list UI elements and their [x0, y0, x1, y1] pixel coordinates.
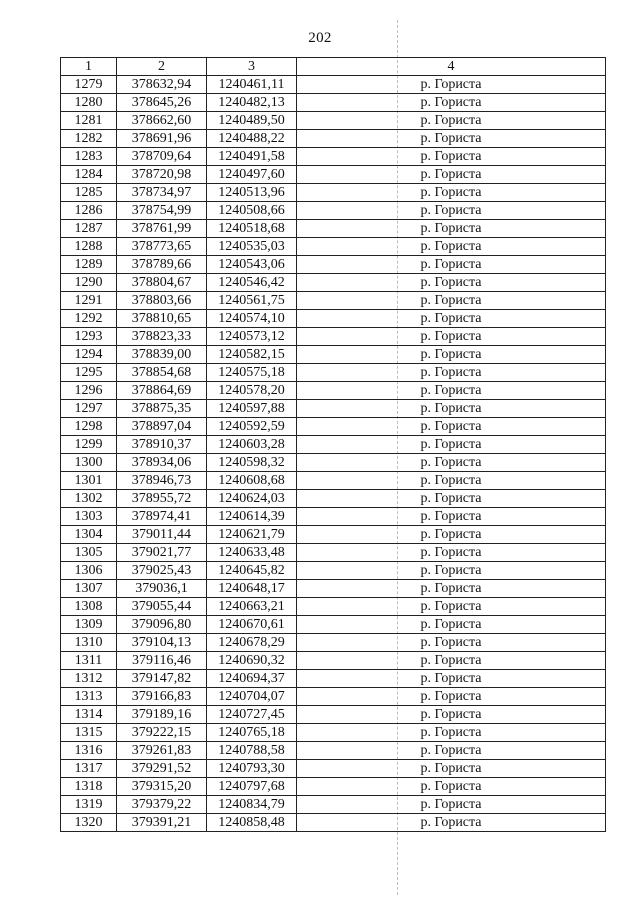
- table-row: [61, 814, 606, 832]
- header-col-4: 4: [297, 58, 606, 76]
- y-coordinate-cell: 1240858,48: [207, 814, 297, 832]
- table-row: [61, 688, 606, 706]
- x-coordinate-cell: 378803,66: [117, 292, 207, 310]
- x-coordinate-cell: 378645,26: [117, 94, 207, 112]
- object-name-cell: р. Гориста: [297, 220, 606, 238]
- object-name-cell: р. Гориста: [297, 454, 606, 472]
- object-name-cell: р. Гориста: [297, 472, 606, 490]
- x-coordinate-cell: 378761,99: [117, 220, 207, 238]
- y-coordinate-cell: 1240678,29: [207, 634, 297, 652]
- table-row: [61, 382, 606, 400]
- object-name-cell: р. Гориста: [297, 382, 606, 400]
- object-name-cell: р. Гориста: [297, 94, 606, 112]
- x-coordinate-cell: 379379,22: [117, 796, 207, 814]
- y-coordinate-cell: 1240670,61: [207, 616, 297, 634]
- object-name-cell: р. Гориста: [297, 292, 606, 310]
- point-number-cell: 1293: [61, 328, 117, 346]
- header-col-1: 1: [61, 58, 117, 76]
- object-name-cell: р. Гориста: [297, 490, 606, 508]
- y-coordinate-cell: 1240518,68: [207, 220, 297, 238]
- table-row: [61, 544, 606, 562]
- y-coordinate-cell: 1240574,10: [207, 310, 297, 328]
- point-number-cell: 1291: [61, 292, 117, 310]
- x-coordinate-cell: 379036,1: [117, 580, 207, 598]
- x-coordinate-cell: 379147,82: [117, 670, 207, 688]
- x-coordinate-cell: 379189,16: [117, 706, 207, 724]
- table-row: [61, 670, 606, 688]
- y-coordinate-cell: 1240621,79: [207, 526, 297, 544]
- y-coordinate-cell: 1240690,32: [207, 652, 297, 670]
- table-row: [61, 184, 606, 202]
- point-number-cell: 1280: [61, 94, 117, 112]
- table-row: [61, 328, 606, 346]
- point-number-cell: 1314: [61, 706, 117, 724]
- y-coordinate-cell: 1240645,82: [207, 562, 297, 580]
- point-number-cell: 1288: [61, 238, 117, 256]
- point-number-cell: 1301: [61, 472, 117, 490]
- object-name-cell: р. Гориста: [297, 760, 606, 778]
- y-coordinate-cell: 1240543,06: [207, 256, 297, 274]
- x-coordinate-cell: 378789,66: [117, 256, 207, 274]
- y-coordinate-cell: 1240603,28: [207, 436, 297, 454]
- table-row: [61, 490, 606, 508]
- object-name-cell: р. Гориста: [297, 580, 606, 598]
- object-name-cell: р. Гориста: [297, 706, 606, 724]
- x-coordinate-cell: 378754,99: [117, 202, 207, 220]
- point-number-cell: 1295: [61, 364, 117, 382]
- object-name-cell: р. Гориста: [297, 742, 606, 760]
- point-number-cell: 1284: [61, 166, 117, 184]
- table-row: [61, 796, 606, 814]
- point-number-cell: 1289: [61, 256, 117, 274]
- point-number-cell: 1315: [61, 724, 117, 742]
- object-name-cell: р. Гориста: [297, 418, 606, 436]
- table-row: [61, 400, 606, 418]
- table-row: [61, 238, 606, 256]
- object-name-cell: р. Гориста: [297, 202, 606, 220]
- point-number-cell: 1313: [61, 688, 117, 706]
- point-number-cell: 1303: [61, 508, 117, 526]
- x-coordinate-cell: 379104,13: [117, 634, 207, 652]
- y-coordinate-cell: 1240614,39: [207, 508, 297, 526]
- x-coordinate-cell: 379025,43: [117, 562, 207, 580]
- object-name-cell: р. Гориста: [297, 688, 606, 706]
- y-coordinate-cell: 1240482,13: [207, 94, 297, 112]
- y-coordinate-cell: 1240573,12: [207, 328, 297, 346]
- point-number-cell: 1320: [61, 814, 117, 832]
- y-coordinate-cell: 1240546,42: [207, 274, 297, 292]
- x-coordinate-cell: 378864,69: [117, 382, 207, 400]
- object-name-cell: р. Гориста: [297, 238, 606, 256]
- table-row: [61, 274, 606, 292]
- object-name-cell: р. Гориста: [297, 310, 606, 328]
- object-name-cell: р. Гориста: [297, 436, 606, 454]
- x-coordinate-cell: 378934,06: [117, 454, 207, 472]
- x-coordinate-cell: 379096,80: [117, 616, 207, 634]
- point-number-cell: 1316: [61, 742, 117, 760]
- table-row: [61, 778, 606, 796]
- object-name-cell: р. Гориста: [297, 346, 606, 364]
- object-name-cell: р. Гориста: [297, 814, 606, 832]
- x-coordinate-cell: 379055,44: [117, 598, 207, 616]
- point-number-cell: 1292: [61, 310, 117, 328]
- point-number-cell: 1309: [61, 616, 117, 634]
- point-number-cell: 1282: [61, 130, 117, 148]
- object-name-cell: р. Гориста: [297, 544, 606, 562]
- x-coordinate-cell: 378854,68: [117, 364, 207, 382]
- y-coordinate-cell: 1240648,17: [207, 580, 297, 598]
- point-number-cell: 1299: [61, 436, 117, 454]
- y-coordinate-cell: 1240797,68: [207, 778, 297, 796]
- y-coordinate-cell: 1240491,58: [207, 148, 297, 166]
- x-coordinate-cell: 378823,33: [117, 328, 207, 346]
- y-coordinate-cell: 1240561,75: [207, 292, 297, 310]
- x-coordinate-cell: 378810,65: [117, 310, 207, 328]
- x-coordinate-cell: 379261,83: [117, 742, 207, 760]
- table-row: [61, 202, 606, 220]
- point-number-cell: 1298: [61, 418, 117, 436]
- table-row: [61, 112, 606, 130]
- point-number-cell: 1285: [61, 184, 117, 202]
- y-coordinate-cell: 1240582,15: [207, 346, 297, 364]
- table-row: [61, 310, 606, 328]
- point-number-cell: 1305: [61, 544, 117, 562]
- object-name-cell: р. Гориста: [297, 112, 606, 130]
- y-coordinate-cell: 1240765,18: [207, 724, 297, 742]
- table-row: [61, 562, 606, 580]
- point-number-cell: 1281: [61, 112, 117, 130]
- y-coordinate-cell: 1240834,79: [207, 796, 297, 814]
- table-row: [61, 742, 606, 760]
- x-coordinate-cell: 379021,77: [117, 544, 207, 562]
- table-row: [61, 616, 606, 634]
- point-number-cell: 1319: [61, 796, 117, 814]
- object-name-cell: р. Гориста: [297, 184, 606, 202]
- point-number-cell: 1311: [61, 652, 117, 670]
- x-coordinate-cell: 378839,00: [117, 346, 207, 364]
- table-row: [61, 220, 606, 238]
- y-coordinate-cell: 1240704,07: [207, 688, 297, 706]
- table-row: [61, 760, 606, 778]
- y-coordinate-cell: 1240597,88: [207, 400, 297, 418]
- point-number-cell: 1302: [61, 490, 117, 508]
- table-row: [61, 724, 606, 742]
- y-coordinate-cell: 1240694,37: [207, 670, 297, 688]
- object-name-cell: р. Гориста: [297, 778, 606, 796]
- point-number-cell: 1306: [61, 562, 117, 580]
- table-row: [61, 472, 606, 490]
- page-number: 202: [308, 30, 332, 46]
- point-number-cell: 1283: [61, 148, 117, 166]
- object-name-cell: р. Гориста: [297, 616, 606, 634]
- y-coordinate-cell: 1240727,45: [207, 706, 297, 724]
- y-coordinate-cell: 1240489,50: [207, 112, 297, 130]
- point-number-cell: 1297: [61, 400, 117, 418]
- object-name-cell: р. Гориста: [297, 364, 606, 382]
- y-coordinate-cell: 1240793,30: [207, 760, 297, 778]
- x-coordinate-cell: 378946,73: [117, 472, 207, 490]
- object-name-cell: р. Гориста: [297, 562, 606, 580]
- object-name-cell: р. Гориста: [297, 724, 606, 742]
- table-row: [61, 706, 606, 724]
- object-name-cell: р. Гориста: [297, 508, 606, 526]
- x-coordinate-cell: 378955,72: [117, 490, 207, 508]
- table-row: [61, 436, 606, 454]
- x-coordinate-cell: 378804,67: [117, 274, 207, 292]
- table-row: [61, 580, 606, 598]
- x-coordinate-cell: 379391,21: [117, 814, 207, 832]
- point-number-cell: 1310: [61, 634, 117, 652]
- y-coordinate-cell: 1240497,60: [207, 166, 297, 184]
- point-number-cell: 1296: [61, 382, 117, 400]
- table-row: [61, 76, 606, 94]
- point-number-cell: 1286: [61, 202, 117, 220]
- x-coordinate-cell: 379116,46: [117, 652, 207, 670]
- point-number-cell: 1312: [61, 670, 117, 688]
- object-name-cell: р. Гориста: [297, 526, 606, 544]
- table-row: [61, 130, 606, 148]
- x-coordinate-cell: 378897,04: [117, 418, 207, 436]
- y-coordinate-cell: 1240633,48: [207, 544, 297, 562]
- point-number-cell: 1279: [61, 76, 117, 94]
- table-row: [61, 148, 606, 166]
- header-col-2: 2: [117, 58, 207, 76]
- y-coordinate-cell: 1240788,58: [207, 742, 297, 760]
- table-row: [61, 598, 606, 616]
- x-coordinate-cell: 379222,15: [117, 724, 207, 742]
- y-coordinate-cell: 1240592,59: [207, 418, 297, 436]
- table-row: [61, 94, 606, 112]
- point-number-cell: 1307: [61, 580, 117, 598]
- table-body: [61, 76, 606, 832]
- table-row: [61, 292, 606, 310]
- point-number-cell: 1294: [61, 346, 117, 364]
- y-coordinate-cell: 1240508,66: [207, 202, 297, 220]
- table-row: [61, 364, 606, 382]
- x-coordinate-cell: 378632,94: [117, 76, 207, 94]
- x-coordinate-cell: 378910,37: [117, 436, 207, 454]
- x-coordinate-cell: 379291,52: [117, 760, 207, 778]
- x-coordinate-cell: 378773,65: [117, 238, 207, 256]
- x-coordinate-cell: 378734,97: [117, 184, 207, 202]
- point-number-cell: 1317: [61, 760, 117, 778]
- x-coordinate-cell: 379166,83: [117, 688, 207, 706]
- x-coordinate-cell: 378974,41: [117, 508, 207, 526]
- x-coordinate-cell: 378709,64: [117, 148, 207, 166]
- table-header-row: [61, 58, 606, 76]
- x-coordinate-cell: 378875,35: [117, 400, 207, 418]
- point-number-cell: 1300: [61, 454, 117, 472]
- object-name-cell: р. Гориста: [297, 274, 606, 292]
- table-row: [61, 166, 606, 184]
- table-row: [61, 418, 606, 436]
- object-name-cell: р. Гориста: [297, 256, 606, 274]
- object-name-cell: р. Гориста: [297, 148, 606, 166]
- x-coordinate-cell: 379315,20: [117, 778, 207, 796]
- point-number-cell: 1318: [61, 778, 117, 796]
- table-row: [61, 508, 606, 526]
- x-coordinate-cell: 378691,96: [117, 130, 207, 148]
- object-name-cell: р. Гориста: [297, 598, 606, 616]
- y-coordinate-cell: 1240535,03: [207, 238, 297, 256]
- x-coordinate-cell: 379011,44: [117, 526, 207, 544]
- x-coordinate-cell: 378720,98: [117, 166, 207, 184]
- table-row: [61, 346, 606, 364]
- y-coordinate-cell: 1240663,21: [207, 598, 297, 616]
- table-row: [61, 256, 606, 274]
- object-name-cell: р. Гориста: [297, 76, 606, 94]
- point-number-cell: 1287: [61, 220, 117, 238]
- object-name-cell: р. Гориста: [297, 796, 606, 814]
- table-row: [61, 652, 606, 670]
- y-coordinate-cell: 1240608,68: [207, 472, 297, 490]
- object-name-cell: р. Гориста: [297, 328, 606, 346]
- object-name-cell: р. Гориста: [297, 670, 606, 688]
- table-row: [61, 526, 606, 544]
- table-row: [61, 454, 606, 472]
- object-name-cell: р. Гориста: [297, 400, 606, 418]
- header-col-3: 3: [207, 58, 297, 76]
- y-coordinate-cell: 1240488,22: [207, 130, 297, 148]
- y-coordinate-cell: 1240575,18: [207, 364, 297, 382]
- object-name-cell: р. Гориста: [297, 634, 606, 652]
- y-coordinate-cell: 1240578,20: [207, 382, 297, 400]
- point-number-cell: 1304: [61, 526, 117, 544]
- object-name-cell: р. Гориста: [297, 652, 606, 670]
- object-name-cell: р. Гориста: [297, 130, 606, 148]
- point-number-cell: 1308: [61, 598, 117, 616]
- object-name-cell: р. Гориста: [297, 166, 606, 184]
- y-coordinate-cell: 1240598,32: [207, 454, 297, 472]
- y-coordinate-cell: 1240513,96: [207, 184, 297, 202]
- x-coordinate-cell: 378662,60: [117, 112, 207, 130]
- point-number-cell: 1290: [61, 274, 117, 292]
- coordinates-table: [60, 57, 606, 832]
- y-coordinate-cell: 1240624,03: [207, 490, 297, 508]
- table-row: [61, 634, 606, 652]
- y-coordinate-cell: 1240461,11: [207, 76, 297, 94]
